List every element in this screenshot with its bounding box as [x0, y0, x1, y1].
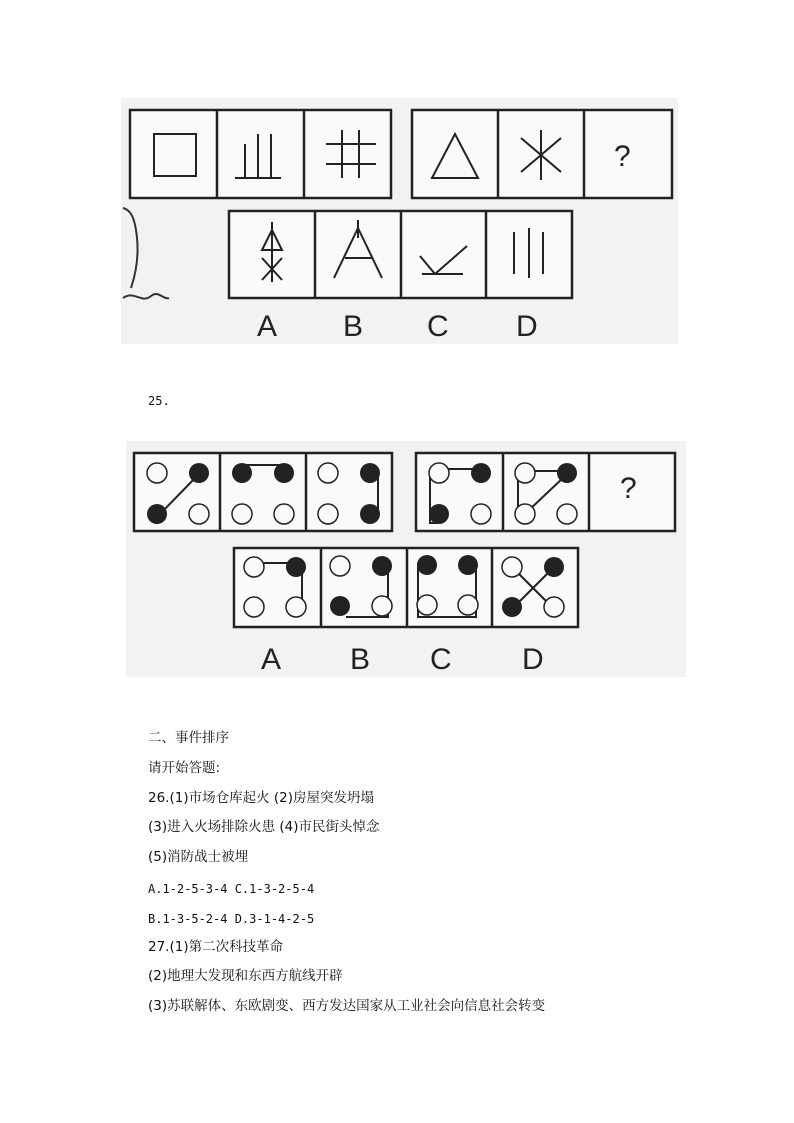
- q26-options-1: A.1-2-5-3-4 C.1-3-2-5-4: [148, 882, 315, 896]
- q25-label-c: C: [430, 643, 452, 676]
- q24-label-d: D: [516, 310, 538, 343]
- q27-line-3: (3)苏联解体、东欧剧变、西方发达国家从工业社会向信息社会转变: [148, 998, 546, 1014]
- q27-line-2: (2)地理大发现和东西方航线开辟: [148, 968, 343, 984]
- section-instruction: 请开始答题:: [148, 760, 221, 776]
- q24-label-b: B: [343, 310, 364, 343]
- doodle-mark: [123, 208, 138, 288]
- q26-line-2: (3)进入火场排除火患 (4)市民街头悼念: [148, 819, 380, 835]
- q25-figure: [126, 441, 686, 677]
- q26-line-1: 26.(1)市场仓库起火 (2)房屋突发坍塌: [148, 790, 375, 806]
- q24-stem-group-1: [130, 110, 391, 198]
- q26-options-2: B.1-3-5-2-4 D.3-1-4-2-5: [148, 912, 315, 926]
- q24-figure: [121, 98, 678, 344]
- q24-figure-svg: [121, 98, 678, 344]
- q24-question-mark: ?: [614, 140, 631, 173]
- doodle-wave: [123, 294, 169, 299]
- q25-question-mark: ?: [620, 472, 637, 505]
- q26-line-3: (5)消防战士被埋: [148, 849, 249, 865]
- q25-figure-svg: [126, 441, 686, 677]
- section-heading: 二、事件排序: [148, 730, 229, 746]
- q25-label-d: D: [522, 643, 544, 676]
- q27-line-1: 27.(1)第二次科技革命: [148, 939, 284, 955]
- q25-number: 25.: [148, 394, 170, 408]
- q25-label-a: A: [261, 643, 282, 676]
- q24-label-c: C: [427, 310, 449, 343]
- q24-label-a: A: [257, 310, 278, 343]
- q25-label-b: B: [350, 643, 371, 676]
